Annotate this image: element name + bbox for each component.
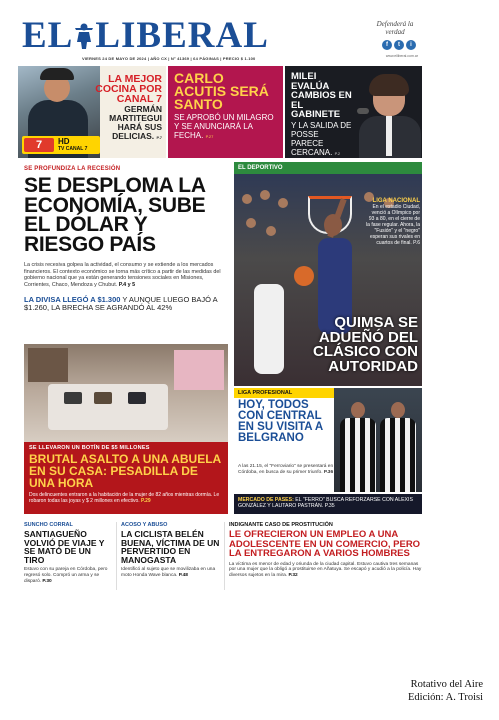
canal7-logo	[22, 136, 100, 154]
sport-section-label: EL DEPORTIVO	[234, 162, 422, 174]
page-ref: P.4 y 5	[118, 281, 136, 288]
sport-headline[interactable]: QUIMSA SE ADUEÑÓ DEL CLÁSICO CON AUTORIDAD	[313, 314, 418, 375]
gaucho-rider-icon	[73, 22, 95, 50]
promo-canal7	[18, 66, 166, 158]
credits	[363, 678, 483, 704]
story-prostitucion	[224, 522, 422, 590]
lead-body: La crisis recesiva golpea la actividad, el consumo y se extiende a los mercados financieros. El contexto económico se torna más crítico a partir de las medidas del gobierno nacional que ya están generando tensiones sociales en Misiones, Corrientes, Chaco, Mendoza y Chubut. P.4 y 5	[24, 262, 221, 288]
page-ref: P.6	[413, 240, 420, 246]
promo-canal7-text	[92, 74, 162, 142]
milei-photo	[355, 70, 421, 158]
mercado-label: MERCADO DE PASES:	[238, 497, 294, 503]
sport-section	[234, 162, 422, 386]
promo-milei-headline: MILEI EVALÚA CAMBIOS EN EL GABINETE	[291, 71, 352, 120]
sport-sidebar-title: LIGA NACIONAL	[372, 198, 420, 204]
instagram-icon[interactable]: i	[406, 40, 416, 50]
canal7-tv: TV CANAL 7	[58, 146, 88, 152]
bedroom-photo	[24, 344, 228, 442]
page-ref: P.29	[141, 498, 151, 504]
website-url: www.elliberal.com.ar	[385, 54, 418, 58]
page-ref: P.2	[334, 150, 341, 156]
page-ref: P.35	[324, 503, 335, 510]
promo-acutis-headline: CARLO ACUTIS SERÁ SANTO	[174, 70, 269, 112]
liga-headline[interactable]: HOY, TODOS CON CENTRAL EN SU VISITA A BELGRANO	[238, 399, 323, 444]
mercado-pases: MERCADO DE PASES: EL "FERRO" BUSCA REFORZARSE CON ALEXIS GONZÁLEZ Y LAUTARO PASTRÁN. P.35	[234, 494, 422, 514]
facebook-icon[interactable]: f	[382, 40, 392, 50]
bottom-strip	[24, 522, 422, 590]
story-body: La víctima es menor de edad y oriunda de la ciudad capital. Estuvo cautiva tres semanas por una mujer que la obligó a prostituirse en Añatuya. Se escapó y acudió a la policía. Hay diversos sujetos en la mira. P.32	[229, 561, 422, 579]
canal7-number: 7	[24, 138, 54, 152]
soccer-players-photo	[334, 388, 422, 492]
promo-acutis-subhead: SE APROBÓ UN MILAGRO Y SE ANUNCIARÁ LA FECHA. P.27	[174, 113, 274, 140]
page-ref: P.7	[156, 135, 162, 140]
logo-text-right: LIBERAL	[95, 15, 269, 56]
credits-line-2: Edición: A. Troisi	[408, 692, 483, 703]
liga-story	[234, 388, 422, 492]
logo-text-left: EL	[22, 15, 74, 56]
liga-body: A las 21.15, el "Ferroviario" se presentará en Córdoba, en busca de su primer triunfo. P.36	[238, 464, 334, 475]
story-kicker: SUNCHO CORRAL	[24, 522, 73, 528]
lead-kicker: SE PROFUNDIZA LA RECESIÓN	[24, 166, 121, 172]
lead-deck: LA DIVISA LLEGÓ A $1.300 Y AUNQUE LUEGO BAJÓ A $1.260, LA BRECHA SE AGRANDÓ AL 42%	[24, 295, 218, 312]
sport-sidebar: LIGA NACIONAL En el estadio Ciudad, venció a Olímpico por 93 a 80, en el cierre de la fase regular. Ahora, la "Fusión" y el "negro" esperan sus rivales en cuartos de final. P.6	[366, 198, 420, 246]
motto: Defenderá la verdad	[376, 20, 414, 36]
newspaper-front-page	[18, 14, 422, 590]
promo-milei	[285, 66, 422, 158]
promo-milei-subhead: Y LA SALIDA DE POSSE PARECE CERCANA. P.2	[291, 120, 352, 157]
story-kicker: ACOSO Y ABUSO	[121, 522, 168, 528]
page-ref: P.48	[178, 572, 188, 578]
robbery-kicker: SE LLEVARON UN BOTÍN DE $5 MILLONES	[29, 445, 150, 451]
lead-headline[interactable]: SE DESPLOMA LA ECONOMÍA, SUBE EL DÓLAR Y RIESGO PAÍS	[24, 174, 206, 256]
credits-line-1: Rotativo del Aire	[410, 679, 483, 690]
social-icons	[382, 40, 416, 50]
robbery-body: Dos delincuentes entraron a la habitación de la mujer de 82 años mientras dormía. Le robaron todas las joyas y $ 2 millones en efectivo. P.29	[29, 492, 220, 504]
story-headline[interactable]: SANTIAGUEÑO VOLVIÓ DE VIAJE Y SE MATÓ DE UN TIRO	[24, 529, 105, 565]
story-headline[interactable]: LE OFRECIERON UN EMPLEO A UNA ADOLESCENTE EN UN COMERCIO, PERO LA ENTREGARON A VARIOS HOMBRES	[229, 529, 421, 559]
robbery-box	[24, 442, 228, 514]
promo-canal7-subhead: GERMÁN MARTITEGUI HARÁ SUS DELICIAS. P.7	[109, 104, 162, 141]
robbery-headline[interactable]: BRUTAL ASALTO A UNA ABUELA EN SU CASA: PESADILLA DE UNA HORA	[29, 452, 221, 490]
story-suncho-corral	[24, 522, 112, 590]
page-ref: P.36	[323, 469, 334, 475]
newspaper-logo	[22, 16, 269, 56]
page-ref: P.30	[42, 578, 52, 584]
page-ref: P.32	[288, 573, 298, 579]
masthead	[18, 14, 422, 66]
story-headline[interactable]: LA CICLISTA BELÉN BUENA, VÍCTIMA DE UN PERVERTIDO EN MANOGASTA	[121, 529, 220, 565]
story-acoso-abuso	[116, 522, 220, 590]
story-body: Estuvo con su pareja en Córdoba, pero regresó solo. Compró un arma y se disparó. P.30	[24, 567, 108, 584]
page-ref: P.27	[205, 134, 214, 139]
story-kicker: INDIGNANTE CASO DE PROSTITUCIÓN	[229, 522, 333, 528]
promo-canal7-headline: LA MEJOR COCINA POR CANAL 7	[95, 73, 162, 105]
robbery-story	[24, 344, 228, 514]
liga-section-label: LIGA PROFESIONAL	[234, 388, 334, 398]
promo-acutis	[168, 66, 283, 158]
dateline: VIERNES 24 DE MAYO DE 2024 | AÑO CX | N° 41369 | 64 PÁGINAS | PRECIO $ 1.100	[82, 56, 256, 61]
story-body: Identificó al sujeto que se movilizaba en una moto Honda Wave blanca. P.48	[121, 567, 216, 578]
canal7-hd: HD	[58, 137, 70, 146]
twitter-icon[interactable]: t	[394, 40, 404, 50]
